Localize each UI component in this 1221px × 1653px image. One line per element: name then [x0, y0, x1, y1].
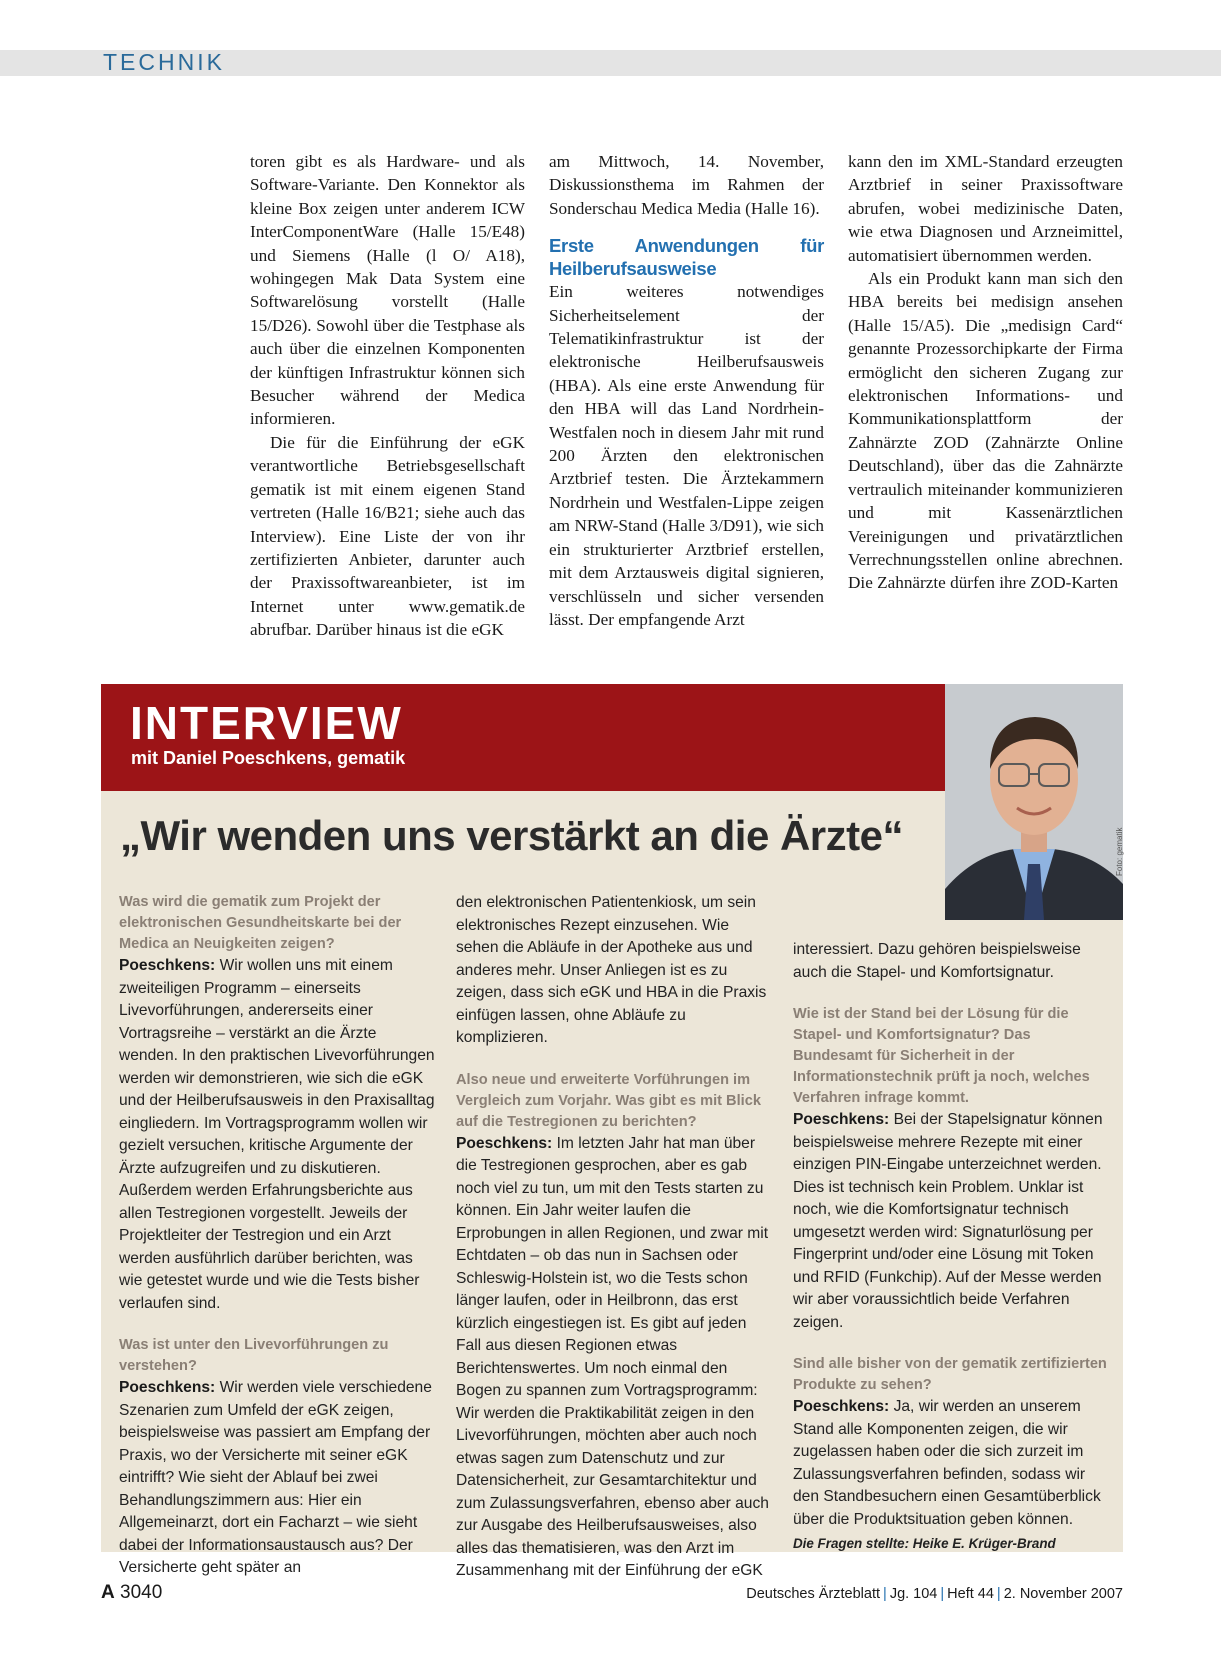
answer-text: Im letzten Jahr hat man über die Testregionen gesprochen, aber es gab noch viel zu tun, um mit den Tests starten zu können. Ein Jahr weiter laufen die Erprobungen in allen Regionen, und zwar mit Echtdaten – ob das nun in Sachsen oder Schleswig-Holstein ist, wo die Tests schon länger laufen, oder in Heilbronn, das erst kürzlich eingestiegen ist. Es gibt auf jeden Fall aus diesen Regionen etwas Berichtenswertes. Um noch einmal den Bogen zu spannen zum Vortragsprogramm: Wir werden die Praktikabilität zeigen in den Livevorführungen, möchten aber auch noch etwas sagen zum Datenschutz und zur Datensicherheit, zur Gesamtarchitektur und zum Zulassungsverfahren, ebenso aber auch zur Ausgabe des Heilberufsausweises, also alles das thematisieren, was den Arzt im Zusammenhang mit der Einführung der eGK	[456, 1134, 769, 1579]
page-number	[101, 1582, 162, 1604]
interview-answer	[456, 1133, 774, 1583]
speaker-label: Poeschkens:	[456, 1134, 553, 1152]
interview-headline: „Wir wenden uns verstärkt an die Ärzte“	[120, 812, 903, 859]
journal-issue: Heft 44	[947, 1586, 994, 1602]
answer-text: Ja, wir werden an unserem Stand alle Komponenten zeigen, die wir zugelassen haben oder die sich zurzeit im Zulassungsverfahren befinden, sodass wir den Standbesuchern einen Gesamtüberblick über die Produktsituation geben können.	[793, 1398, 1101, 1528]
article-paragraph: Ein weiteres notwendiges Sicherheitselement der Telematikinfrastruktur ist der elektronische Heilberufsausweis (HBA). Als eine erste Anwendung für den HBA will das Land Nordrhein-Westfalen noch in diesem Jahr mit rund 200 Ärzten den elektronischen Arztbrief testen. Die Ärztekammern Nordrhein und Westfalen-Lippe zeigen am NRW-Stand (Halle 3/D91), wie sich ein strukturierter Arztbrief erstellen, mit dem Arztausweis digital signieren, verschlüsseln und sicher versenden lässt. Der empfangende Arzt	[549, 282, 824, 629]
journal-name: Deutsches Ärzteblatt	[746, 1586, 881, 1602]
article-paragraph: toren gibt es als Hardware- und als Software-Variante. Den Konnektor als kleine Box zeigen unter anderem ICW InterComponentWare (Halle 15/E48) und Siemens (Halle (l O/ A18), wohingegen Mak Data System eine Softwarelösung vorstellt (Halle 15/D26). Sowohl über die Testphase als auch über die einzelnen Komponenten der künftigen Infrastruktur können sich Besucher während der Medica informieren.	[250, 152, 525, 429]
interview-answer	[119, 955, 437, 1315]
section-label: TECHNIK	[103, 49, 225, 75]
interview-question: Sind alle bisher von der gematik zertifizierten Produkte zu sehen?	[793, 1356, 1107, 1393]
interview-subtitle: mit Daniel Poeschkens, gematik	[131, 748, 406, 768]
interview-question: Was ist unter den Livevorführungen zu verstehen?	[119, 1337, 389, 1374]
speaker-label: Poeschkens:	[119, 1379, 216, 1396]
article-paragraph: Die für die Einführung der eGK verantwortliche Betriebsgesellschaft gematik ist mit einem eigenen Stand vertreten (Halle 16/B21; siehe auch das Interview). Eine Liste der von ihr zertifizierten Anbieter, darunter auch der Praxissoftwareanbieter, ist im Internet unter www.gematik.de abrufbar. Darüber hinaus ist die eGK	[250, 432, 525, 640]
speaker-label: Poeschkens:	[793, 1398, 890, 1415]
interview-column-3	[793, 939, 1111, 1556]
speaker-label: Poeschkens:	[119, 957, 216, 974]
answer-text: Wir wollen uns mit einem zweiteiligen Programm – einerseits Livevorführungen, andererseits einer Vortragsreihe – verstärkt an die Ärzte wenden. In den praktischen Livevorführungen werden wir demonstrieren, wie sich die eGK und der Heilberufsausweis in den Praxisalltag eingliedern. Im Vortragsprogramm wollen wir gezielt versuchen, kritische Argumente der Ärzte aufzugreifen und zu diskutieren. Außerdem werden Erfahrungsberichte aus allen Testregionen vorgestellt. Jeweils der Projektleiter der Testregion und ein Arzt werden ausführlich darüber berichten, was wie getestet wurde und wie die Tests bisher verlaufen sind.	[119, 957, 435, 1312]
article-column-2	[549, 150, 824, 631]
article-paragraph: kann den im XML-Standard erzeugten Arztbrief in seiner Praxissoftware abrufen, wobei medizinische Daten, wie etwa Diagnosen und Arzneimittel, automatisiert übernommen werden.	[848, 152, 1123, 265]
speaker-label: Poeschkens:	[793, 1111, 890, 1128]
interview-answer: interessiert. Dazu gehören beispielsweise auch die Stapel- und Komfortsignatur.	[793, 941, 1081, 981]
article-column-3	[848, 150, 1123, 595]
publication-info	[746, 1586, 1123, 1602]
interview-question: Was wird die gematik zum Projekt der elektronischen Gesundheitskarte bei der Medica an Neuigkeiten zeigen?	[119, 894, 402, 952]
photo-credit: Foto: gematik	[1115, 827, 1124, 876]
separator: |	[940, 1586, 945, 1602]
interview-credit: Die Fragen stellte: Heike E. Krüger-Brand	[793, 1536, 1056, 1551]
interview-answer	[119, 1377, 437, 1580]
page-number-value: 3040	[120, 1582, 163, 1603]
portrait-photo	[945, 684, 1123, 920]
interview-answer	[793, 1396, 1111, 1531]
interview-answer	[793, 1109, 1111, 1334]
journal-volume: Jg. 104	[889, 1586, 938, 1602]
interview-column-2	[456, 892, 774, 1583]
answer-text: Wir werden viele verschiedene Szenarien zum Umfeld der eGK zeigen, beispielsweise was passiert am Empfang der Praxis, wo der Versicherte mit seiner eGK eintrifft? Wie sieht der Ablauf bei zwei Behandlungszimmern aus: Hier ein Allgemeinarzt, dort ein Facharzt – wie sieht dabei der Informationsaustausch aus? Der Versicherte geht später an	[119, 1379, 432, 1576]
article-paragraph: Als ein Produkt kann man sich den HBA bereits bei medisign ansehen (Halle 15/A5). Die „medisign Card“ genannte Prozessorchipkarte der Firma ermöglicht den sicheren Zugang zur elektronischen Informations- und Kommunikationsplattform der Zahnärzte ZOD (Zahnärzte Online Deutschland), über das die Zahnärzte vertraulich miteinander kommunizieren und mit Kassenärztlichen Vereinigungen und privatärztlichen Verrechnungsstellen online abrechnen. Die Zahnärzte dürfen ihre ZOD-Karten	[848, 269, 1123, 593]
interview-answer: den elektronischen Patientenkiosk, um sein elektronisches Rezept einzusehen. Wie sehen die Abläufe in der Apotheke aus und anderes mehr. Unser Anliegen ist es zu zeigen, dass sich eGK und HBA in die Praxis einfügen lassen, ohne Abläufe zu komplizieren.	[456, 894, 767, 1046]
interview-question: Also neue und erweiterte Vorführungen im Vergleich zum Vorjahr. Was gibt es mit Blick auf die Testregionen zu berichten?	[456, 1071, 761, 1130]
page-letter: A	[101, 1582, 115, 1603]
separator: |	[996, 1586, 1001, 1602]
portrait-illustration	[945, 684, 1123, 920]
separator: |	[883, 1586, 887, 1602]
article-subheading: Erste Anwendungen für Heilberufsausweise	[549, 235, 824, 280]
publication-date: 2. November 2007	[1003, 1586, 1123, 1602]
answer-text: Bei der Stapelsignatur können beispielsweise mehrere Rezepte mit einer einzigen PIN-Eingabe unterzeichnet werden. Dies ist technisch kein Problem. Unklar ist noch, wie die Komfortsignatur technisch umgesetzt werden wird: Signaturlösung per Fingerprint und/oder eine Lösung mit Token und RFID (Funkchip). Auf der Messe werden wir aber voraussichtlich beide Verfahren zeigen.	[793, 1111, 1103, 1331]
interview-question: Wie ist der Stand bei der Lösung für die Stapel- und Komfortsignatur? Das Bundesamt für Sicherheit in der Informationstechnik prüft ja noch, welches Verfahren infrage kommt.	[793, 1006, 1090, 1106]
interview-title: INTERVIEW	[130, 697, 403, 749]
article-paragraph: am Mittwoch, 14. November, Diskussionsthema im Rahmen der Sonderschau Medica Media (Halle 16).	[549, 152, 824, 218]
interview-column-1	[119, 892, 437, 1580]
article-column-1	[250, 150, 525, 642]
